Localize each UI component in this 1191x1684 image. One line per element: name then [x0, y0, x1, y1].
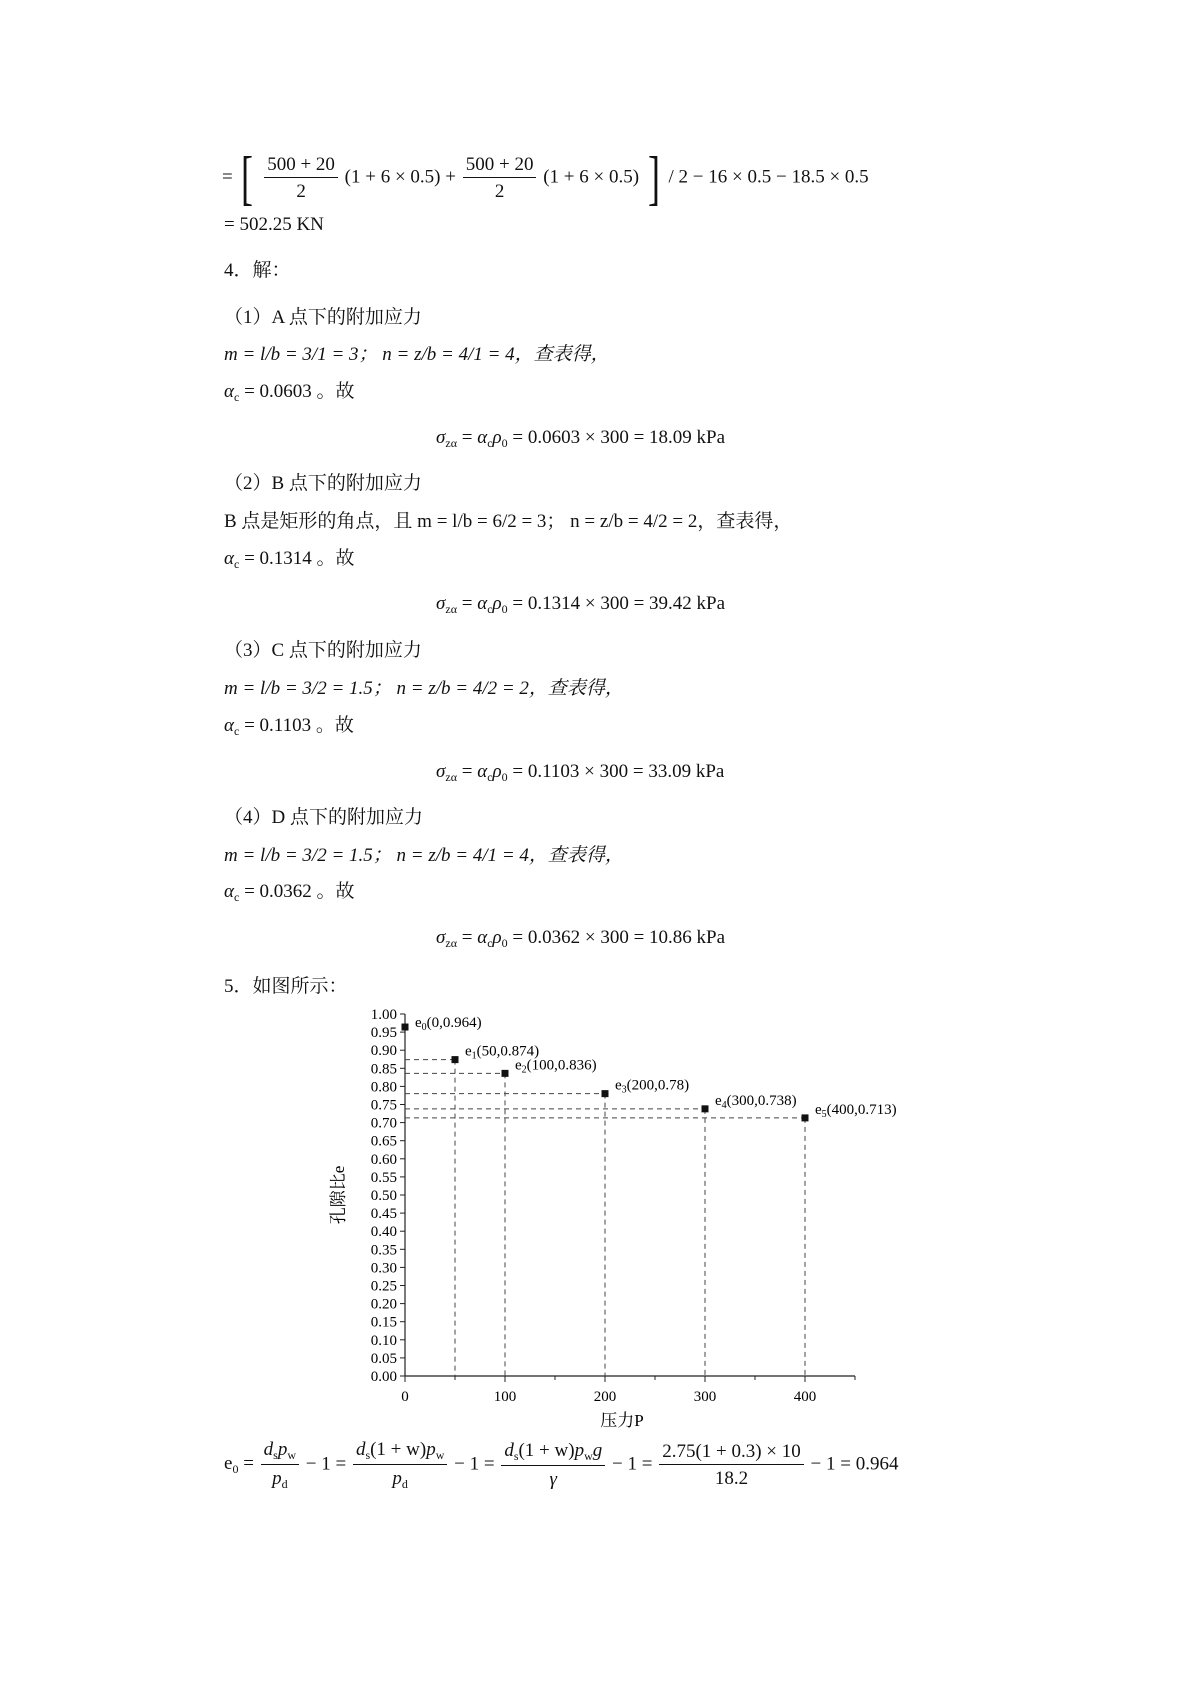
alpha-value: = 0.1314 。故	[239, 548, 355, 569]
pw-symbol: p	[426, 1439, 436, 1460]
rho-sub: 0	[501, 936, 508, 950]
y-axis-label: 孔隙比e	[329, 1165, 348, 1225]
q4-heading: 4．解：	[224, 260, 291, 281]
q4-part3-line1: m = l/b = 3/2 = 1.5； n = z/b = 4/2 = 2，查表得，	[224, 678, 624, 699]
sigma-sub: zα	[445, 436, 457, 450]
q4-part2-title: （2）B 点下的附加应力	[224, 473, 422, 494]
y-tick-label: 0.70	[370, 1115, 397, 1132]
formula-result: − 1 = 0.964	[810, 1453, 899, 1475]
alpha-value: = 0.0362 。故	[239, 881, 355, 902]
ds-symbol: d	[263, 1439, 274, 1460]
q4-part2-line1: B 点是矩形的角点，且 m = l/b = 6/2 = 3； n = z/b = 4/2 = 2，查表得，	[224, 511, 793, 532]
ds-symbol: d	[355, 1439, 366, 1460]
q4-part4-alpha	[224, 882, 355, 903]
alpha-sub: c	[487, 770, 493, 784]
denominator: 2	[296, 181, 306, 202]
pw-sub: w	[584, 1449, 593, 1463]
e0-lhs: $e_0$ =	[224, 1453, 259, 1477]
q4-part1-title: （1）A 点下的附加应力	[224, 307, 422, 328]
y-tick-label: 0.85	[370, 1061, 397, 1078]
q4-part2-alpha	[224, 549, 355, 570]
alpha-value: = 0.0603 。故	[239, 381, 355, 402]
y-tick-label: 0.60	[370, 1151, 397, 1168]
pw-sub: w	[287, 1448, 296, 1462]
y-tick-label: 0.40	[370, 1224, 397, 1241]
formula-top	[222, 145, 869, 211]
numerator: 2.75(1 + 0.3) × 10	[659, 1442, 804, 1465]
q4-part3-equation: $\sigma_{z\alpha} = \alpha_c\rho_0 = 0.1103 \times 300 = 33.09$ kPa	[436, 761, 725, 784]
right-bracket: ]	[647, 145, 660, 211]
data-point	[502, 1070, 509, 1077]
gamma-symbol: γ	[549, 1469, 558, 1490]
one-plus-w: (1 + w)	[518, 1440, 575, 1461]
denominator	[501, 1466, 605, 1489]
denominator	[353, 1465, 447, 1490]
y-tick-label: 0.05	[370, 1350, 397, 1367]
fraction-d	[659, 1442, 804, 1488]
term-2: (1 + 6 × 0.5)	[543, 166, 640, 188]
x-tick-label: 100	[493, 1389, 517, 1405]
data-point-label: $e_1(50,0.874)$	[465, 1043, 540, 1062]
minus-one: − 1 =	[305, 1453, 351, 1475]
ds-sub: s	[273, 1448, 278, 1462]
q4-part3-alpha	[224, 716, 354, 737]
data-point	[602, 1090, 609, 1097]
numerator	[261, 1440, 299, 1465]
q4-part2-equation: $\sigma_{z\alpha} = \alpha_c\rho_0 = 0.1314 \times 300 = 39.42$ kPa	[436, 593, 726, 616]
alpha-symbol: α	[224, 715, 234, 736]
equation-rest: = 0.1103 × 300 = 33.09 kPa	[507, 761, 725, 782]
sigma-sub: zα	[445, 936, 457, 950]
x-tick-label: 400	[793, 1389, 817, 1405]
alpha-symbol: α	[224, 548, 234, 569]
ds-sub: s	[365, 1448, 371, 1462]
pw-sub: w	[435, 1448, 445, 1462]
y-tick-label: 0.50	[370, 1188, 397, 1204]
data-point-label: $e_5(400,0.713)$	[815, 1101, 897, 1120]
y-tick-label: 0.75	[370, 1097, 397, 1114]
y-tick-label: 0.55	[370, 1169, 397, 1186]
equation-rest: = 0.1314 × 300 = 39.42 kPa	[507, 593, 726, 614]
y-tick-label: 0.20	[370, 1296, 397, 1313]
minus-one: − 1 =	[454, 1453, 500, 1475]
equation-rest: = 0.0603 × 300 = 18.09 kPa	[507, 427, 726, 448]
y-tick-label: 0.45	[370, 1206, 397, 1223]
fraction-b	[353, 1440, 447, 1490]
chart-axes	[371, 1007, 855, 1405]
x-tick-label: 200	[593, 1389, 617, 1405]
y-tick-label: 0.10	[370, 1332, 397, 1349]
left-bracket: [	[241, 145, 254, 211]
data-point	[802, 1114, 809, 1121]
y-tick-label: 0.35	[370, 1242, 397, 1259]
alpha-sub: c	[233, 390, 240, 404]
lhs-symbol: e	[224, 1453, 233, 1475]
alpha-sub: c	[233, 890, 240, 904]
y-tick-label: 0.25	[370, 1278, 397, 1295]
pw-symbol: p	[574, 1440, 585, 1461]
formula-bottom	[224, 1440, 898, 1490]
equals-sign: =	[222, 166, 233, 188]
alpha-symbol: α	[224, 881, 234, 902]
numerator	[353, 1440, 447, 1465]
y-tick-label: 0.80	[370, 1079, 397, 1096]
lhs-sub: 0	[232, 1462, 239, 1477]
fraction-1	[264, 155, 338, 201]
y-tick-label: 0.30	[370, 1260, 397, 1277]
g-symbol: g	[592, 1440, 603, 1461]
q4-part4-title: （4）D 点下的附加应力	[224, 807, 423, 828]
data-point-label: $e_4(300,0.738)$	[715, 1092, 797, 1111]
alpha-sub: c	[233, 557, 240, 571]
rho-sub: 0	[501, 436, 508, 450]
void-ratio-chart	[0, 1000, 1191, 1450]
y-tick-label: 0.95	[370, 1025, 397, 1042]
x-axis-label: 压力P	[600, 1411, 644, 1430]
y-tick-label: 0.90	[370, 1043, 397, 1060]
numerator: 500 + 20	[264, 155, 338, 178]
x-tick-label: 0	[401, 1389, 409, 1405]
equation-rest: = 0.0362 × 300 = 10.86 kPa	[507, 927, 726, 948]
denominator	[261, 1465, 299, 1490]
x-tick-label: 300	[693, 1389, 717, 1405]
q4-part4-line1: m = l/b = 3/2 = 1.5； n = z/b = 4/1 = 4，查表得，	[224, 845, 624, 866]
chart-points	[402, 1015, 897, 1121]
rho-sub: 0	[501, 770, 508, 784]
q4-part1-alpha	[224, 382, 355, 403]
y-tick-label: 1.00	[370, 1007, 397, 1023]
data-point	[402, 1024, 409, 1031]
data-point-label: $e_2(100,0.836)$	[515, 1057, 597, 1076]
ds-symbol: d	[504, 1440, 514, 1461]
formula-tail: / 2 − 16 × 0.5 − 18.5 × 0.5	[668, 166, 869, 188]
alpha-sub: c	[233, 724, 240, 738]
alpha-sub: c	[487, 436, 493, 450]
pw-symbol: p	[277, 1439, 288, 1460]
data-point-label: $e_0(0,0.964)$	[415, 1015, 482, 1034]
numerator	[501, 1441, 605, 1466]
fraction-2	[463, 155, 537, 201]
fraction-a	[261, 1440, 299, 1490]
one-plus-w: (1 + w)	[370, 1439, 427, 1460]
sigma-sub: zα	[445, 602, 457, 616]
rho-sub: 0	[501, 602, 508, 616]
fraction-c	[501, 1441, 605, 1489]
q4-part3-title: （3）C 点下的附加应力	[224, 640, 422, 661]
q4-part1-equation: $\sigma_{z\alpha} = \alpha_c\rho_0 = 0.0603 \times 300 = 18.09$ kPa	[436, 427, 726, 450]
data-point-label: $e_3(200,0.78)$	[615, 1077, 690, 1096]
q4-part4-equation: $\sigma_{z\alpha} = \alpha_c\rho_0 = 0.0362 \times 300 = 10.86$ kPa	[436, 927, 726, 950]
y-tick-label: 0.65	[370, 1133, 397, 1150]
alpha-symbol: α	[224, 381, 234, 402]
data-point	[452, 1056, 459, 1063]
denominator: 18.2	[714, 1468, 749, 1489]
ds-sub: s	[513, 1449, 519, 1463]
pd-sub: d	[281, 1477, 288, 1491]
pd-sub: d	[401, 1477, 408, 1491]
pd-symbol: p	[272, 1468, 282, 1489]
formula-result: = 502.25 KN	[224, 214, 324, 235]
q5-heading: 5．如图所示：	[224, 976, 348, 997]
alpha-sub: c	[487, 602, 493, 616]
y-tick-label: 0.00	[370, 1369, 397, 1385]
term-1: (1 + 6 × 0.5) +	[344, 166, 456, 188]
alpha-value: = 0.1103 。故	[239, 715, 354, 736]
data-point	[702, 1105, 709, 1112]
sigma-sub: zα	[445, 770, 457, 784]
numerator: 500 + 20	[463, 155, 537, 178]
y-tick-label: 0.15	[370, 1314, 397, 1331]
minus-one: − 1 =	[612, 1453, 658, 1475]
pd-symbol: p	[392, 1468, 402, 1489]
alpha-sub: c	[487, 936, 493, 950]
denominator: 2	[494, 181, 505, 202]
q4-part1-line1: m = l/b = 3/1 = 3； n = z/b = 4/1 = 4，查表得，	[224, 344, 610, 365]
